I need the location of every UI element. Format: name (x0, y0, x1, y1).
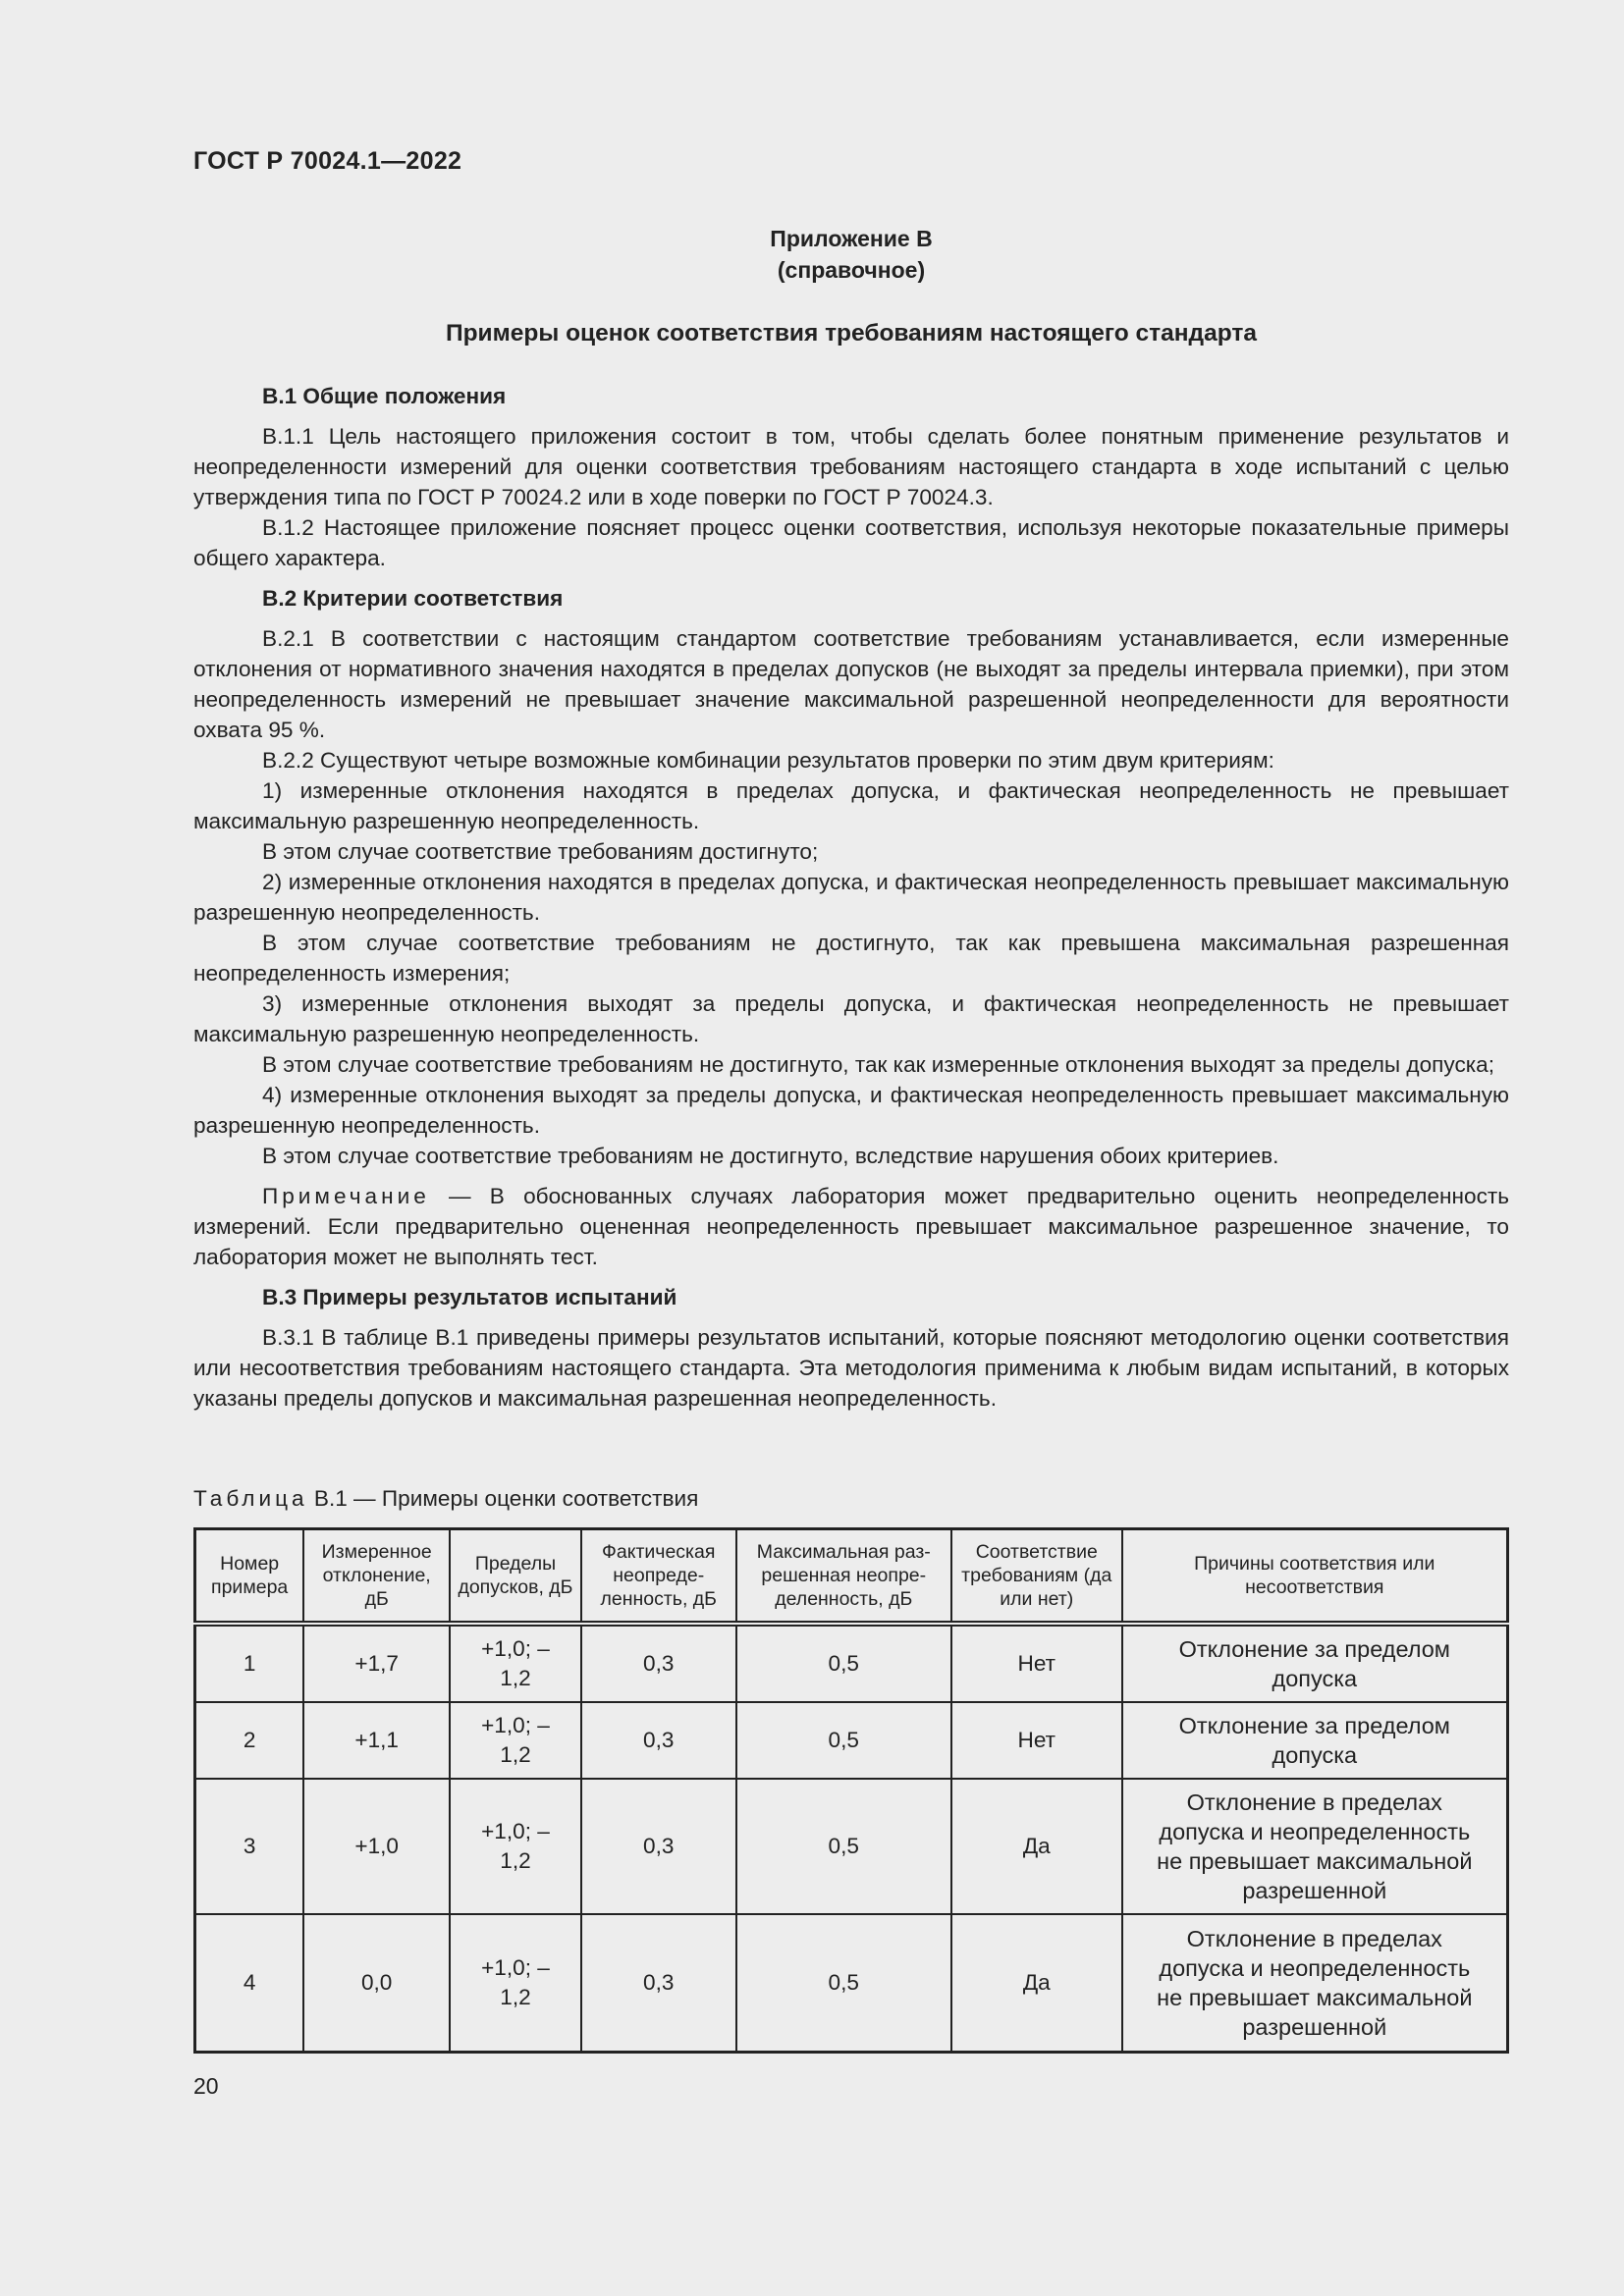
section-heading: В.2 Критерии соответствия (262, 586, 564, 611)
table-cell: Да (951, 1914, 1122, 2053)
paragraph: В.1.1 Цель настоящего приложения состоит в том, чтобы сделать более понятным применение результатов и неопределенности измерений для оценки соответствия требованиям настоящего стандарта в ходе испытаний с целью утверждения типа по ГОСТ Р 70024.2 или в ходе поверки по ГОСТ Р 70024.3. (193, 424, 1509, 509)
table-cell: +1,1 (303, 1702, 450, 1779)
table-cell: +1,0 (303, 1779, 450, 1914)
table-cell: 2 (195, 1702, 304, 1779)
table-cell: Отклонение в пределах допуска и неопределенность не превышает максимальной разрешенной (1122, 1779, 1508, 1914)
table-cell: 4 (195, 1914, 304, 2053)
column-header: Фактическая неопреде-ленность, дБ (581, 1529, 736, 1625)
paragraph: В.2.2 Существуют четыре возможные комбинации результатов проверки по этим двум критериям: (262, 748, 1274, 773)
table-cell: Да (951, 1779, 1122, 1914)
table-caption-text: В.1 — Примеры оценки соответствия (307, 1486, 699, 1511)
table-cell: 0,3 (581, 1702, 736, 1779)
paragraph: В этом случае соответствие требованиям не достигнуто, вследствие нарушения обоих критериев. (262, 1144, 1279, 1168)
column-header: Пределы допусков, дБ (450, 1529, 581, 1625)
paragraph: В этом случае соответствие требованиям достигнуто; (262, 839, 819, 864)
column-header: Номер примера (195, 1529, 304, 1625)
page-number: 20 (193, 2073, 219, 2099)
table-cell: Отклонение за пределом допуска (1122, 1702, 1508, 1779)
table-row (195, 1914, 1508, 2053)
table-cell: +1,0; –1,2 (450, 1624, 581, 1702)
table-cell: 0,3 (581, 1624, 736, 1702)
table-cell: +1,0; –1,2 (450, 1914, 581, 2053)
table-cell: 1 (195, 1624, 304, 1702)
table-cell: Нет (951, 1702, 1122, 1779)
section-heading: В.1 Общие положения (262, 384, 507, 408)
note-label: Примечание (262, 1184, 430, 1208)
column-header: Максимальная раз-решенная неопре-деленность, дБ (736, 1529, 951, 1625)
paragraph: В.3.1 В таблице В.1 приведены примеры результатов испытаний, которые поясняют методологию оценки соответствия или несоответствия требованиям настоящего стандарта. Эта методология применима к любым видам испытаний, в которых указаны пределы допусков и максимальная разрешенная неопределенность. (193, 1325, 1509, 1411)
list-item: 4) измеренные отклонения выходят за пределы допуска, и фактическая неопределенность превышает максимальную разрешенную неопределенность. (193, 1083, 1509, 1138)
list-item: 1) измеренные отклонения находятся в пределах допуска, и фактическая неопределенность не превышает максимальную разрешенную неопределенность. (193, 778, 1509, 833)
results-table (193, 1527, 1509, 2054)
table-cell: 0,3 (581, 1779, 736, 1914)
table-row (195, 1779, 1508, 1914)
table-cell: Отклонение за пределом допуска (1122, 1624, 1508, 1702)
column-header: Соответствие требованиям (да или нет) (951, 1529, 1122, 1625)
note-text: — В обоснованных случаях лаборатория может предварительно оценить неопределенность измерений. Если предварительно оцененная неопределенность превышает максимальное разрешенное значение, то лаборатория может не выполнять тест. (193, 1184, 1509, 1269)
paragraph: В этом случае соответствие требованиям не достигнуто, так как измеренные отклонения выходят за пределы допуска; (262, 1052, 1494, 1077)
table-header-row (195, 1529, 1508, 1625)
appendix-subtitle: (справочное) (777, 257, 926, 283)
paragraph: В.2.1 В соответствии с настоящим стандартом соответствие требованиям устанавливается, если измеренные отклонения от нормативного значения находятся в пределах допусков (не выходят за пределы интервала приемки), при этом неопределенность измерений не превышает значение максимальной разрешенной неопределенности для вероятности охвата 95 %. (193, 626, 1509, 742)
table-caption (193, 1486, 698, 1512)
list-item: 2) измеренные отклонения находятся в пределах допуска, и фактическая неопределенность превышает максимальную разрешенную неопределенность. (193, 870, 1509, 925)
table-cell: +1,7 (303, 1624, 450, 1702)
table-cell: 0,5 (736, 1702, 951, 1779)
table-caption-label: Таблица (193, 1486, 308, 1511)
table-cell: 0,5 (736, 1779, 951, 1914)
table-cell: Отклонение в пределах допуска и неопределенность не превышает максимальной разрешенной (1122, 1914, 1508, 2053)
body-text (193, 381, 1509, 1414)
document-code: ГОСТ Р 70024.1—2022 (193, 147, 462, 175)
table-cell: 0,5 (736, 1914, 951, 2053)
table-cell: 0,5 (736, 1624, 951, 1702)
section-heading: В.3 Примеры результатов испытаний (262, 1285, 677, 1309)
paragraph: В.1.2 Настоящее приложение поясняет процесс оценки соответствия, используя некоторые показательные примеры общего характера. (193, 515, 1509, 570)
table-cell: 0,3 (581, 1914, 736, 2053)
appendix-title: Приложение В (770, 226, 933, 251)
table-cell: +1,0; –1,2 (450, 1779, 581, 1914)
table-row (195, 1624, 1508, 1702)
table-cell: 0,0 (303, 1914, 450, 2053)
table-row (195, 1702, 1508, 1779)
paragraph: В этом случае соответствие требованиям не достигнуто, так как превышена максимальная разрешенная неопределенность измерения; (193, 931, 1509, 986)
column-header: Измеренное отклонение, дБ (303, 1529, 450, 1625)
column-header: Причины соответствия или несоответствия (1122, 1529, 1508, 1625)
table-cell: Нет (951, 1624, 1122, 1702)
note (193, 1181, 1509, 1272)
list-item: 3) измеренные отклонения выходят за пределы допуска, и фактическая неопределенность не превышает максимальную разрешенную неопределенность. (193, 991, 1509, 1046)
appendix-heading: Примеры оценок соответствия требованиям настоящего стандарта (445, 320, 1257, 347)
table-cell: +1,0; –1,2 (450, 1702, 581, 1779)
table-cell: 3 (195, 1779, 304, 1914)
